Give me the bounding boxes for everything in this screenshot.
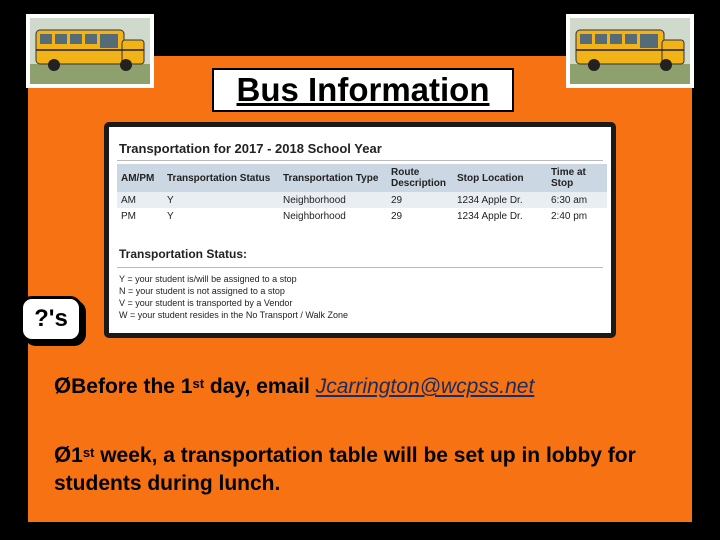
school-bus-icon (30, 18, 150, 84)
bullet-email (54, 372, 694, 401)
column-header: Route Description (387, 164, 453, 192)
school-bus-image-left (26, 14, 154, 88)
table-cell: 1234 Apple Dr. (453, 192, 547, 208)
table-row (117, 208, 607, 224)
bullet-text: 1 (71, 444, 83, 467)
page-title-text: Bus Information (236, 71, 490, 108)
school-bus-icon (570, 18, 690, 84)
table-header-row (117, 164, 607, 192)
divider (117, 160, 603, 161)
table-cell: 2:40 pm (551, 210, 588, 222)
transportation-table (117, 164, 607, 224)
table-row (117, 192, 607, 208)
table-cell: 1234 Apple Dr. (457, 210, 523, 222)
table-cell: Neighborhood (283, 210, 346, 222)
arrow-bullet-icon: Ø (54, 373, 72, 398)
table-cell: Y (163, 192, 279, 208)
school-bus-image-right (566, 14, 694, 88)
questions-badge: ?'s (20, 296, 82, 342)
divider (117, 267, 603, 268)
table-cell: AM (117, 192, 163, 208)
status-legend (119, 273, 348, 321)
superscript: st (82, 445, 95, 460)
table-cell: Neighborhood (279, 192, 387, 208)
column-header: Transportation Status (163, 164, 279, 192)
transportation-heading: Transportation for 2017 - 2018 School Year (119, 141, 382, 156)
email-link[interactable]: Jcarrington@wcpss.net (315, 375, 535, 398)
legend-item: V = your student is transported by a Vendor (119, 298, 293, 308)
column-header: AM/PM (117, 164, 163, 192)
table-cell: PM (121, 210, 136, 222)
legend-item: W = your student resides in the No Transport / Walk Zone (119, 310, 349, 320)
bullet-table (54, 441, 674, 498)
column-header: Time at Stop (547, 164, 607, 192)
legend-item: Y = your student is/will be assigned to a stop (119, 274, 297, 284)
page-title (212, 68, 514, 112)
table-cell: 29 (387, 192, 453, 208)
transportation-screenshot (104, 122, 616, 338)
column-header: Stop Location (453, 164, 547, 192)
bullet-text: week, a transportation table will be set up in lobby for students during lunch. (54, 444, 636, 495)
bullet-text: Before the 1 (71, 375, 193, 398)
legend-item: N = your student is not assigned to a stop (119, 286, 285, 296)
table-cell: 6:30 am (547, 192, 607, 208)
table-cell: 29 (391, 210, 403, 222)
bullet-text: day, email (204, 375, 316, 398)
superscript: st (192, 376, 205, 391)
column-header: Transportation Type (279, 164, 387, 192)
arrow-bullet-icon: Ø (54, 442, 72, 467)
table-cell: Y (167, 210, 174, 222)
status-heading: Transportation Status: (119, 247, 248, 261)
